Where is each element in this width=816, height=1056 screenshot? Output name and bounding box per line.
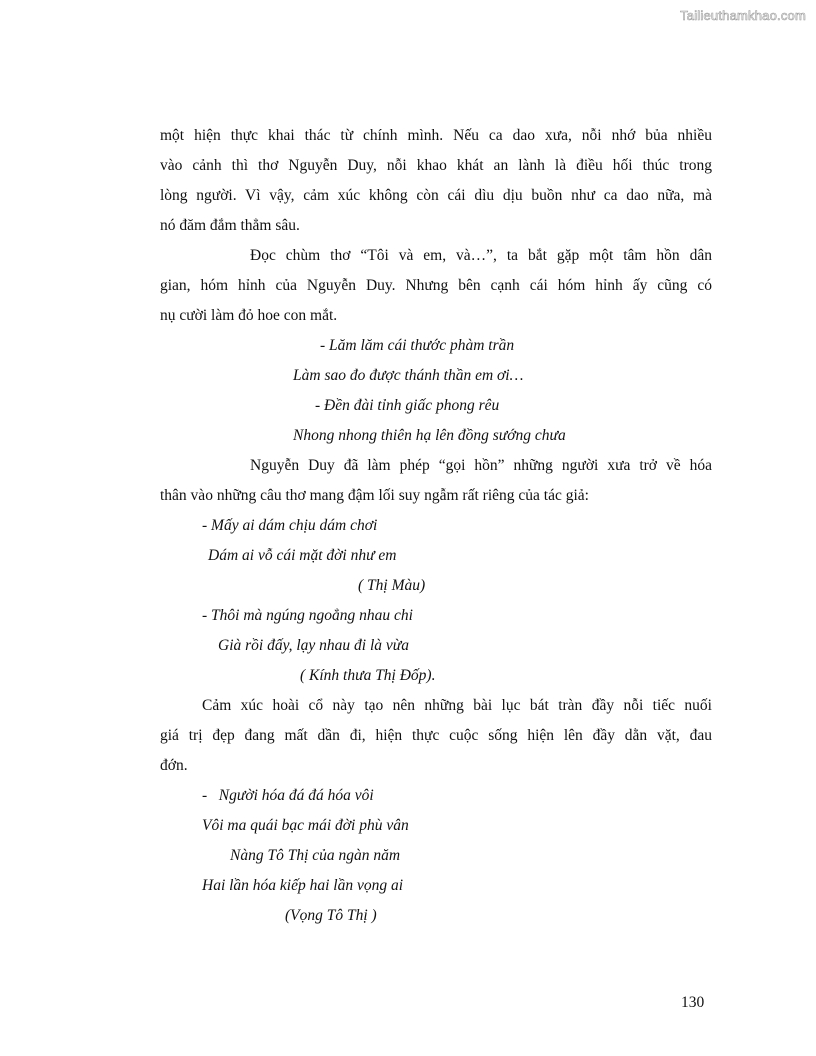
watermark: Tailieuthamkhao.com [680,8,806,23]
poem-line: - Lăm lăm cái thước phàm trần [320,337,515,354]
poem-line: Làm sao đo được thánh thần em ơi… [293,367,524,384]
poem-citation: (Vọng Tô Thị ) [285,907,377,924]
poem-line: - Đền đài tỉnh giấc phong rêu [315,397,500,414]
paragraph-line: Đọc chùm thơ “Tôi và em, và…”, ta bắt gặp một tâm hồn dân [250,247,712,264]
poem-citation: ( Kính thưa Thị Đốp). [300,667,436,684]
poem-line: Nàng Tô Thị của ngàn năm [230,847,401,864]
paragraph-line: gian, hóm hỉnh của Nguyễn Duy. Nhưng bên cạnh cái hóm hỉnh ấy cũng có [160,277,712,294]
paragraph-line: thân vào những câu thơ mang đậm lối suy ngẫm rất riêng của tác giả: [160,487,589,504]
poem-line: - Thôi mà ngúng ngoẳng nhau chi [202,607,413,624]
paragraph-line: lòng người. Vì vậy, cảm xúc không còn cái dìu dịu buồn như ca dao nữa, mà [160,187,712,204]
page-number: 130 [681,994,705,1011]
paragraph-line: giá trị đẹp đang mất dần đi, hiện thực cuộc sống hiện lên đầy dằn vặt, đau [160,727,712,744]
paragraph-line: một hiện thực khai thác từ chính mình. Nếu ca dao xưa, nỗi nhớ bủa nhiều [160,127,712,144]
poem-line: Vôi ma quái bạc mái đời phù vân [202,817,409,834]
poem-line: - Mấy ai dám chịu dám chơi [202,517,378,534]
poem-line: Dám ai vỗ cái mặt đời như em [208,547,397,564]
poem-line: Hai lần hóa kiếp hai lần vọng ai [202,877,404,894]
paragraph-line: Cảm xúc hoài cổ này tạo nên những bài lục bát tràn đầy nỗi tiếc nuối [202,697,712,714]
poem-citation: ( Thị Màu) [358,577,426,594]
poem-line: - Người hóa đá đá hóa vôi [202,787,374,804]
paragraph-line: nó đăm đắm thẳm sâu. [160,217,300,234]
paragraph-line: Nguyễn Duy đã làm phép “gọi hồn” những người xưa trở về hóa [250,457,712,474]
poem-line: Nhong nhong thiên hạ lên đồng sướng chưa [293,427,566,444]
paragraph-line: đớn. [160,757,188,774]
paragraph-line: vào cảnh thì thơ Nguyễn Duy, nỗi khao khát an lành là điều hối thúc trong [160,157,712,174]
paragraph-line: nụ cười làm đỏ hoe con mắt. [160,307,338,324]
poem-line: Già rồi đấy, lạy nhau đi là vừa [218,637,409,654]
